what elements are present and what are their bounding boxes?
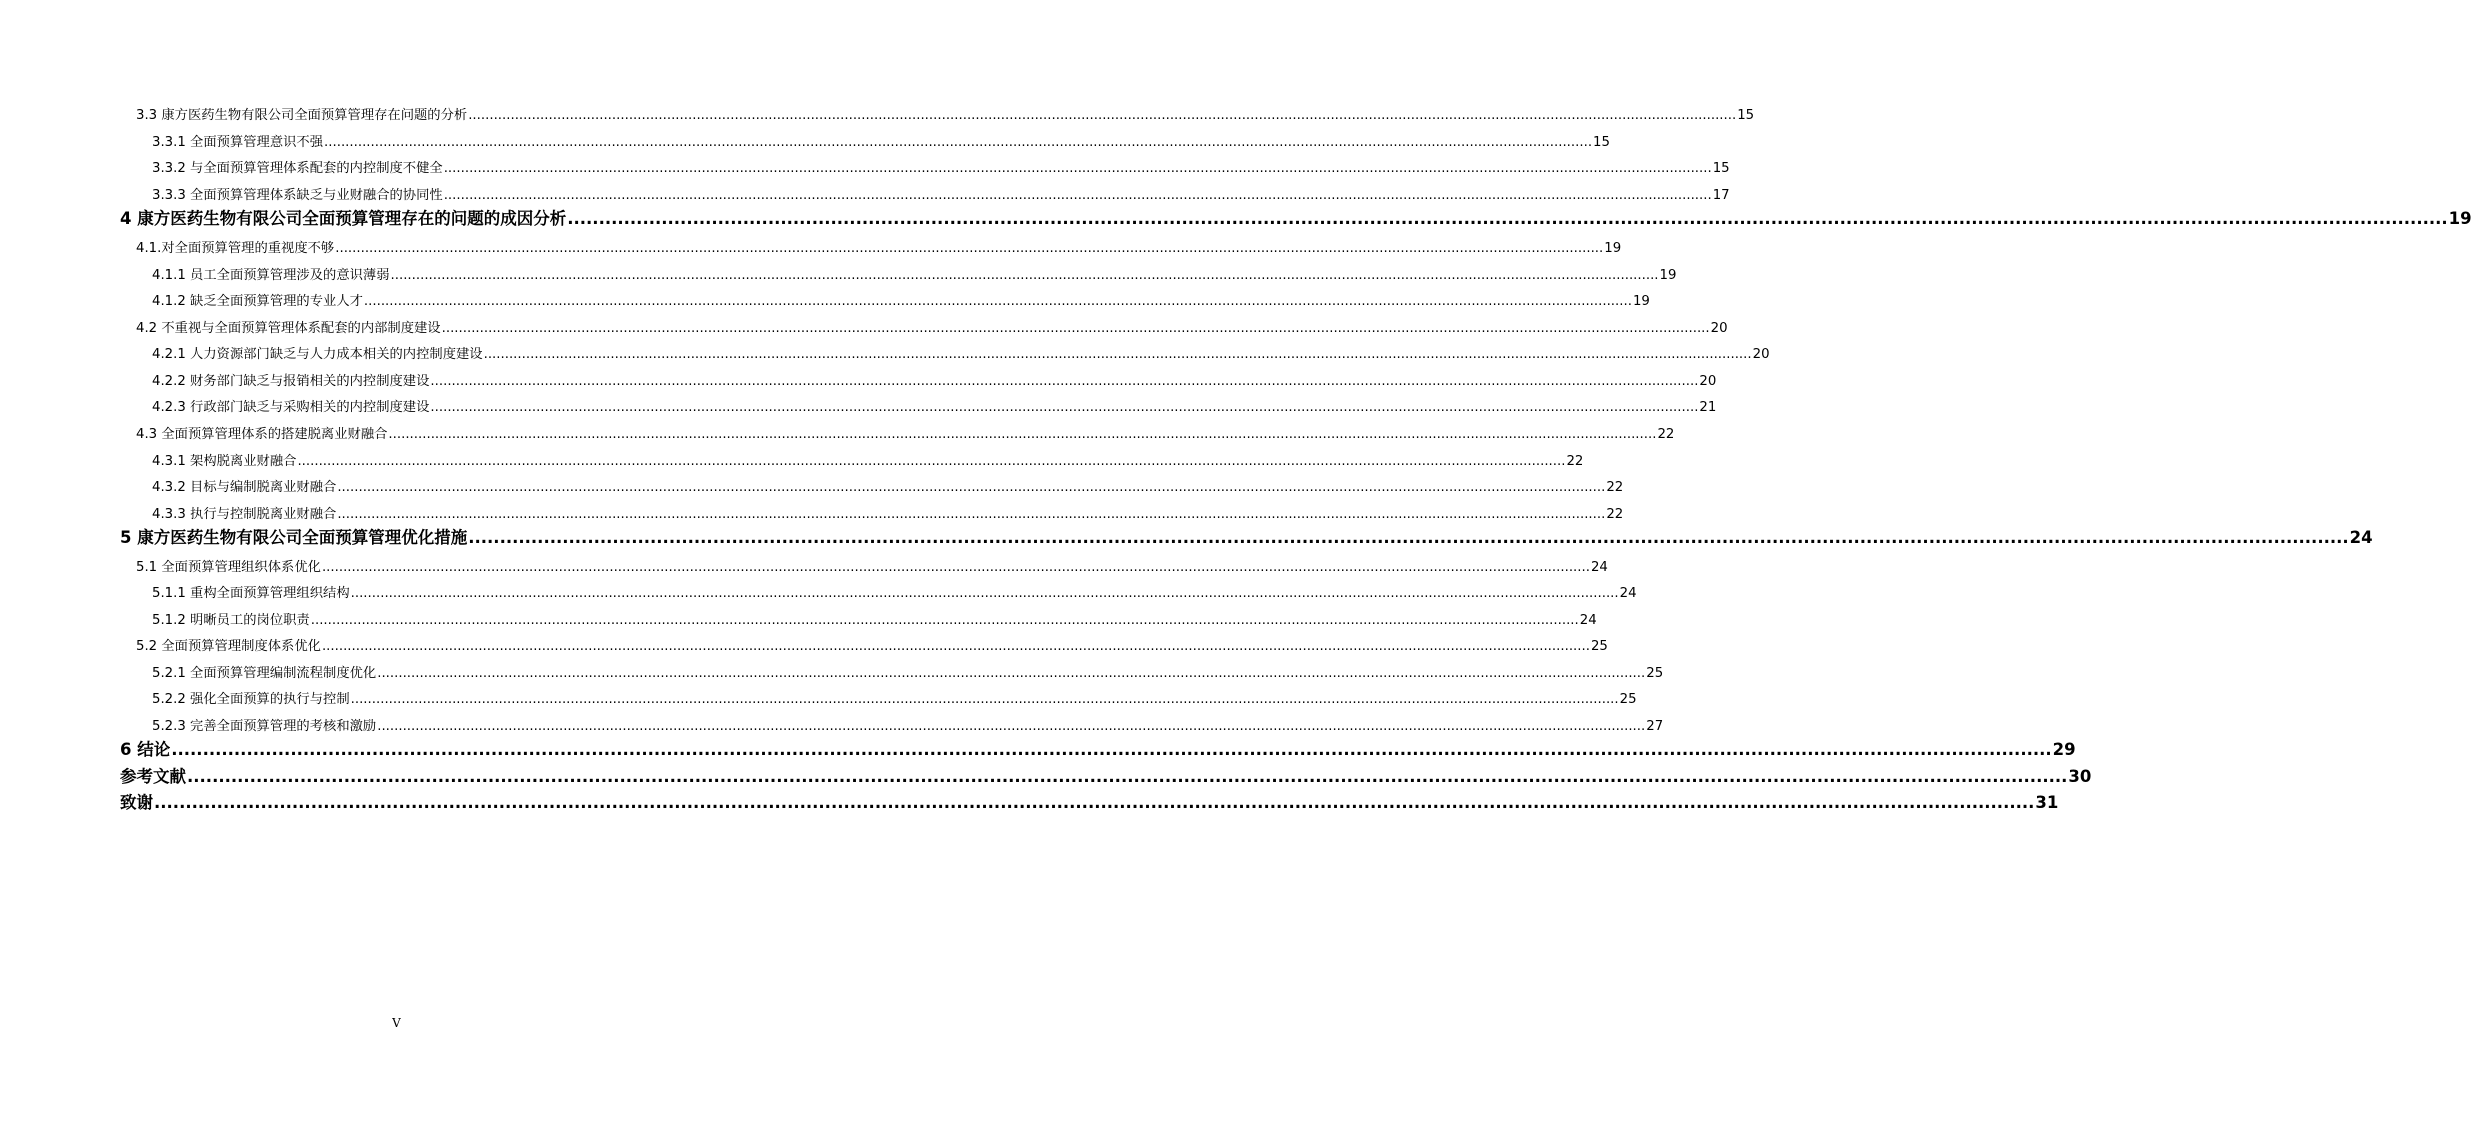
toc-leader: ............................................................................................................................................................................................................................................................................................................	[321, 560, 1590, 575]
toc-entry-page: 21	[1699, 400, 1717, 415]
toc-leader: ............................................................................................................................................................................................................................................................................................................	[443, 188, 1712, 203]
toc-entry-page: 24	[2349, 528, 2373, 547]
toc-entry-page: 24	[1590, 560, 1608, 575]
toc-entry-page: 24	[1619, 586, 1637, 601]
toc-leader: ............................................................................................................................................................................................................................................................................................................	[430, 374, 1699, 389]
toc-entry-label: 4.3.1 架构脱离业财融合	[152, 454, 297, 469]
toc-leader: ............................................................................................................................................................................................................................................................................................................	[337, 480, 1606, 495]
toc-entry-page: 15	[1712, 161, 1730, 176]
toc-entry-page: 15	[1593, 135, 1610, 150]
toc-leader: ............................................................................................................................................................................................................................................................................................................	[171, 740, 2052, 759]
toc-leader: ............................................................................................................................................................................................................................................................................................................	[443, 161, 1712, 176]
toc-entry-label: 3.3.3 全面预算管理体系缺乏与业财融合的协同性	[152, 188, 443, 203]
toc-entry-page: 25	[1619, 692, 1637, 707]
toc-entry[interactable]	[152, 287, 1650, 311]
toc-leader: ............................................................................................................................................................................................................................................................................................................	[335, 241, 1604, 256]
toc-entry[interactable]	[136, 101, 1755, 125]
toc-entry-page: 20	[1710, 321, 1728, 336]
toc-entry-label: 5.2 全面预算管理制度体系优化	[136, 639, 321, 654]
toc-entry-label: 5.1.1 重构全面预算管理组织结构	[152, 586, 350, 601]
toc-leader: ............................................................................................................................................................................................................................................................................................................	[297, 454, 1566, 469]
footer-page-number: V	[392, 1016, 401, 1030]
toc-entry-page: 20	[1699, 374, 1717, 389]
toc-leader: ............................................................................................................................................................................................................................................................................................................	[441, 321, 1710, 336]
toc-entry-label: 4.3.2 目标与编制脱离业财融合	[152, 480, 337, 495]
toc-entry[interactable]	[152, 367, 1717, 391]
toc-chapter-entry[interactable]	[120, 790, 2059, 814]
toc-entry-page: 24	[1579, 613, 1597, 628]
toc-leader: ............................................................................................................................................................................................................................................................................................................	[483, 347, 1752, 362]
toc-entry-page: 25	[1646, 666, 1664, 681]
toc-leader: ............................................................................................................................................................................................................................................................................................................	[430, 400, 1699, 415]
toc-entry-page: 25	[1590, 639, 1608, 654]
toc-entry-page: 30	[2068, 767, 2092, 786]
toc-entry[interactable]	[136, 420, 1675, 444]
toc-chapter-entry[interactable]	[120, 206, 2472, 230]
toc-entry[interactable]	[136, 234, 1622, 258]
toc-leader: ............................................................................................................................................................................................................................................................................................................	[567, 209, 2448, 228]
toc-entry-page: 20	[1752, 347, 1770, 362]
toc-entry[interactable]	[152, 579, 1637, 603]
toc-entry-page: 22	[1657, 427, 1675, 442]
toc-entry[interactable]	[152, 340, 1770, 364]
toc-entry-page: 22	[1566, 454, 1584, 469]
toc-entry-page: 22	[1606, 480, 1624, 495]
toc-entry-label: 5.2.1 全面预算管理编制流程制度优化	[152, 666, 377, 681]
toc-entry-label: 5 康方医药生物有限公司全面预算管理优化措施	[120, 528, 468, 547]
toc-entry-label: 4.2.3 行政部门缺乏与采购相关的内控制度建设	[152, 400, 430, 415]
toc-entry[interactable]	[152, 712, 1664, 736]
toc-chapter-entry[interactable]	[120, 737, 2076, 761]
toc-leader: ............................................................................................................................................................................................................................................................................................................	[350, 586, 1619, 601]
toc-leader: ............................................................................................................................................................................................................................................................................................................	[321, 639, 1590, 654]
toc-entry-label: 6 结论	[120, 740, 171, 759]
toc-entry-label: 5.1 全面预算管理组织体系优化	[136, 560, 321, 575]
toc-leader: ............................................................................................................................................................................................................................................................................................................	[310, 613, 1579, 628]
toc-entry-label: 4.3 全面预算管理体系的搭建脱离业财融合	[136, 427, 388, 442]
toc-leader: ............................................................................................................................................................................................................................................................................................................	[468, 108, 1737, 123]
toc-leader: ............................................................................................................................................................................................................................................................................................................	[468, 528, 2349, 547]
toc-entry-page: 27	[1646, 719, 1664, 734]
toc-entry-label: 3.3 康方医药生物有限公司全面预算管理存在问题的分析	[136, 108, 468, 123]
toc-entry-page: 19	[2448, 209, 2472, 228]
toc-leader: ............................................................................................................................................................................................................................................................................................................	[363, 294, 1632, 309]
toc-entry[interactable]	[152, 500, 1624, 524]
toc-entry-page: 19	[1604, 241, 1622, 256]
toc-entry[interactable]	[136, 632, 1608, 656]
toc-entry-label: 4 康方医药生物有限公司全面预算管理存在的问题的成因分析	[120, 209, 567, 228]
toc-leader: ............................................................................................................................................................................................................................................................................................................	[377, 666, 1646, 681]
toc-entry-page: 22	[1606, 507, 1624, 522]
toc-entry-page: 19	[1632, 294, 1650, 309]
toc-entry-label: 4.1.2 缺乏全面预算管理的专业人才	[152, 294, 363, 309]
toc-leader: ............................................................................................................................................................................................................................................................................................................	[388, 427, 1657, 442]
toc-entry[interactable]	[152, 154, 1730, 178]
toc-entry[interactable]	[136, 314, 1728, 338]
toc-entry-page: 31	[2035, 793, 2059, 812]
toc-leader: ............................................................................................................................................................................................................................................................................................................	[154, 793, 2035, 812]
toc-entry[interactable]	[152, 606, 1597, 630]
toc-entry[interactable]	[152, 261, 1677, 285]
toc-entry-label: 5.1.2 明晰员工的岗位职责	[152, 613, 310, 628]
toc-entry[interactable]	[152, 473, 1624, 497]
toc-entry[interactable]	[152, 393, 1717, 417]
toc-chapter-entry[interactable]	[120, 525, 2373, 549]
toc-leader: ............................................................................................................................................................................................................................................................................................................	[187, 767, 2068, 786]
toc-entry-label: 4.2.1 人力资源部门缺乏与人力成本相关的内控制度建设	[152, 347, 483, 362]
toc-entry[interactable]	[152, 128, 1610, 152]
toc-entry[interactable]	[152, 181, 1730, 205]
toc-leader: ............................................................................................................................................................................................................................................................................................................	[377, 719, 1646, 734]
toc-entry-page: 17	[1712, 188, 1730, 203]
toc-entry-page: 29	[2052, 740, 2076, 759]
toc-leader: ............................................................................................................................................................................................................................................................................................................	[337, 507, 1606, 522]
toc-entry[interactable]	[152, 659, 1664, 683]
toc-leader: ............................................................................................................................................................................................................................................................................................................	[390, 268, 1659, 283]
toc-entry-label: 5.2.2 强化全面预算的执行与控制	[152, 692, 350, 707]
toc-entry-label: 3.3.2 与全面预算管理体系配套的内控制度不健全	[152, 161, 443, 176]
toc-entry-label: 致谢	[120, 793, 153, 812]
toc-entry-label: 4.2 不重视与全面预算管理体系配套的内部制度建设	[136, 321, 441, 336]
toc-leader: ............................................................................................................................................................................................................................................................................................................	[324, 135, 1593, 150]
toc-entry[interactable]	[136, 553, 1608, 577]
toc-entry-label: 5.2.3 完善全面预算管理的考核和激励	[152, 719, 377, 734]
toc-entry-label: 参考文献	[120, 767, 186, 786]
toc-entry-label: 4.1.对全面预算管理的重视度不够	[136, 241, 335, 256]
toc-entry-label: 4.2.2 财务部门缺乏与报销相关的内控制度建设	[152, 374, 430, 389]
toc-leader: ............................................................................................................................................................................................................................................................................................................	[350, 692, 1619, 707]
toc-entry-label: 3.3.1 全面预算管理意识不强	[152, 135, 324, 150]
toc-entry[interactable]	[152, 447, 1584, 471]
toc-entry-label: 4.3.3 执行与控制脱离业财融合	[152, 507, 337, 522]
toc-entry[interactable]	[152, 685, 1637, 709]
toc-entry-page: 15	[1737, 108, 1755, 123]
toc-chapter-entry[interactable]	[120, 764, 2092, 788]
toc-entry-label: 4.1.1 员工全面预算管理涉及的意识薄弱	[152, 268, 390, 283]
toc-entry-page: 19	[1659, 268, 1677, 283]
